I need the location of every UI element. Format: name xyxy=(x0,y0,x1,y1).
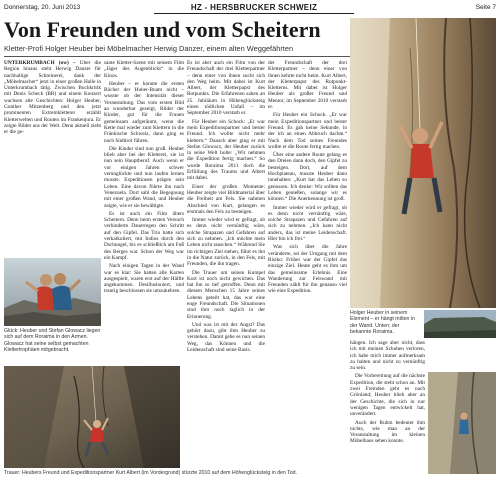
paragraph: Über eine andere Route gelang es den Dreien dann doch, den Gipfel zu besteigen. Dort, auf dem Hochplateau, musste Heuber dann innehalten: „Kurt hat das Leben so genossen. Ich denke: Wir sollten das Leben genießen, solange wir es können.“ Die Anerkennung ist groß. xyxy=(268,152,347,203)
paragraph: der Freundschaft der drei Kletterpartner – denn einer von ihnen kehrte nicht heim. Kurt Albert, der Kletterpapst des Rotpunkt-Kletterns. Mit dabei ist Holger Heuber als großer Freund und Mentor, im September 2010 verstarb er. xyxy=(268,60,347,111)
article-subhead: Kletter-Profi Holger Heuber bei Möbelmacher Herwig Danzer, einem alten Weggefährten xyxy=(4,44,294,53)
section-title: HZ - HERSBRUCKER SCHWEIZ xyxy=(154,3,354,14)
paragraph: Was sich über die Jahre veränderte, sei der Umgang mit dem Risiko: Früher war der Gipfel das einzige Ziel. Heute geht es ihm um das gemeinsame Erlebnis. Eine Wanderung zur Felswand mit Freunden zählt für ihn genauso viel wie eine Expedition. xyxy=(268,244,347,295)
photo-wall-detail xyxy=(428,372,496,474)
paragraph: Auch der Ruhm bedeutet ihm nichts, wie man an der Veranstaltung im kleinen Möbelhaus sehen konnte. xyxy=(350,419,425,445)
issue-date: Donnerstag, 20. Juni 2013 xyxy=(4,4,81,11)
paragraph: Die Trauer um seinen Kumpel Kurt ist noch nicht gewichen. Das hat ihn so tief getroffen. Denn mit diesem Menschen 15 Jahre seines Lebens geteilt hat, das war eine enge Freundschaft. Die Situationen sind ihm noch taglich in der Erinnerung. xyxy=(187,269,265,320)
page-header xyxy=(4,3,496,14)
paragraph: Immer wieder wird er gefragt, ob es denn nicht vernünftig wäre, solche Strapazen und Gefahren auf sich zu nehmen. „Ich kann nicht anders, das ist meine Leidenschaft. Hier bin ich frei.“ xyxy=(268,204,347,243)
article-column-4 xyxy=(268,60,347,470)
photo-heuber-wall xyxy=(350,18,496,308)
paragraph: Heuber – er konnte die ersten Bücher der Huber-Buam nicht – wusste ob der Intensität dieser Veranstaltung. Das vom ersten Bild an wunderbar gezeigt, Bilder der Kinder, gut für die Frauen gemeinsam aufgeräumt, wenn die Kette mal wieder zum Klettern in die Fränkische Schweiz, dann ging es nach Südtirol führen. xyxy=(104,80,184,144)
paragraph: Die Kinder sind nun groß. Heuber blieb aber bei der Kletterei, sie ist nun sein Hauptberuf. Auch wenn er vor einigen Jahren schwer verunglückte und nun laufen lernen musste. Expeditionen prägen sein Leben. Eine davon führte ihn nach Venezuela. Dort sahl die Begegnung mit einer großen Wand, und Heuber zeigte, wie er sie bewältigte. xyxy=(104,145,184,209)
paragraph: sante Kletter-Szene mit seinem Film „Jäger des Augenblicks“ in die Kinos. xyxy=(104,60,184,79)
paragraph: Nach einigen Tagen in der Wand war es klar: Sie hatten alle Karten ausgespielt, waren erst auf der Hälfte angekommen. Desillusioniert, und traurig beschlossen sie umzukehren. xyxy=(104,263,184,295)
photo-summit-celebration xyxy=(4,258,101,326)
paragraph: Die Vorbereitung auf die nächste Expedition, die steht schon an. Mit zwei Fremden geht es nach Grönland; Heuber blieb aber an der Geschichte, die sich in nur wenigen Tagen entwickelt hat, unverändert. xyxy=(350,373,425,418)
article-column-2 xyxy=(104,60,184,360)
dateline: UNTERKRUMBACH (ow) – xyxy=(4,60,76,66)
paragraph: Immer wieder wird er gefragt, ob es denn nicht vernünftig wäre, solche Strapazen und Gefahren auf sich zu nehmen. „Ich möchte mein Leben nicht tauschen.“ Während Sie im richtigen Ziel stehen, führt es ihn in die Natur zurück, in den Fels, mit Freunden, die ihn tragen. xyxy=(187,217,265,268)
article-headline: Von Freunden und vom Scheitern xyxy=(4,17,321,42)
paragraph: Es ist auch ein Film übers Scheitern. Denn beim ersten Versuch verhinderte Dauerregen den Schritt auf den Gipfel. Das Trio hatte sich verkalkuliert, mit Indios durch den Dschungel, bis es schließlich am Fuß des Berges war. Schon der Weg war ein Kampf. xyxy=(104,210,184,261)
paragraph: hängen. Ich sage aber nicht, dass ich mit meinen Schuhen verloren, ich habe mich immer aufmerksam zu halten und nicht zu vernünftig zu sein. xyxy=(350,340,425,372)
photo-roraima xyxy=(424,310,496,338)
photo-climber-wall xyxy=(4,366,180,468)
photo-summit-caption: Glück: Heuber und Stefan Glowacz liegen sich auf dem Roraima in den Armen. Glowacz hat seine selbst gemachten Klettertrophäen mitgebracht. xyxy=(4,328,101,353)
paragraph: Und was ist mit der Angst? Das gehört dazu, gibt ihm Heuber zu verstehen. Damit gehe es nun seinen Weg, das Können und die Leidenschaft sind seine Basis. xyxy=(187,321,265,354)
headline-divider xyxy=(4,56,400,57)
article-column-5 xyxy=(350,340,425,485)
paragraph: Für Heuber ein Schock: „Er war mein Expeditionspartner und bester Freund. Ich wollte nicht mehr klettern.“ Danach aber ging er mit Stefan Glowacz, der Heuber zurück in seine Welt holte: „Wir nehmen die Expedition fertig machen.“ So wurde Roraima 2011 doch die Erfüllung des Traums und Albert mit dabei. xyxy=(187,118,265,182)
photo-heuber-caption: Holger Heuber in seinem Element – er hängt mitten in der Wand. Unten: der bekannte Roraima. xyxy=(350,310,415,335)
lead-text: Über die Region hinaus steht Herwig Danzer für nachhaltige Schreinerei, dank der „Möbelmacher“ jetzt in einer großen Halle in Unterkrumbach tätig. Zwischen Buchkritik mit Denis Scheck (BR) und einem Konzert wachsen alte Geschichten: Holger Heuber, Gunther Mitzenberg und den jetzt prominenten Extremkletterer erzählt Kletterwelten und Routen im Frankenjura. Er zeigte Bilder aus der Welt. Denn aktuell zieht er die ge- xyxy=(4,60,101,136)
page-number: Seite 7 xyxy=(475,4,496,11)
photo-climber-caption: Trauer: Heubers Freund und Expeditionspartner Kurt Albert (im Vordergrund) stürzte 2010 auf dem Höhenglücksteig in den Tod. xyxy=(4,470,297,476)
lead-paragraph xyxy=(4,60,101,136)
paragraph: Für Heuber ein Schock. „Er war mein Expeditionspartner und bester Freund. Es gab keine Sekunde, in der ich an einen Abbruch dachte.“ Nach dem Tod seines Freundes wollte er die Route fertig machen. xyxy=(268,112,347,150)
paragraph: Es ist aber auch ein Film von der Freundschaft der drei Kletterpartner – denn einer von ihnen sucht sich den Weg heim. Mit dabei ist Kurt Albert, der Kletterpapst des Rotpunkts. Die Erfahrenen sahen an 25. Jubiläum in Höhenglücksteig einen tödlichen Unfall – im September 2010 verstarb er. xyxy=(187,60,265,117)
article-column-3 xyxy=(187,60,265,470)
paragraph: Einer der großen Momente: Heuber zeigte viel Bildmaterial über die Freiheit am Fels. Sie nahmen Abschied von Kurt, gelangen es erstmals den Fels zu besteigen. xyxy=(187,183,265,215)
